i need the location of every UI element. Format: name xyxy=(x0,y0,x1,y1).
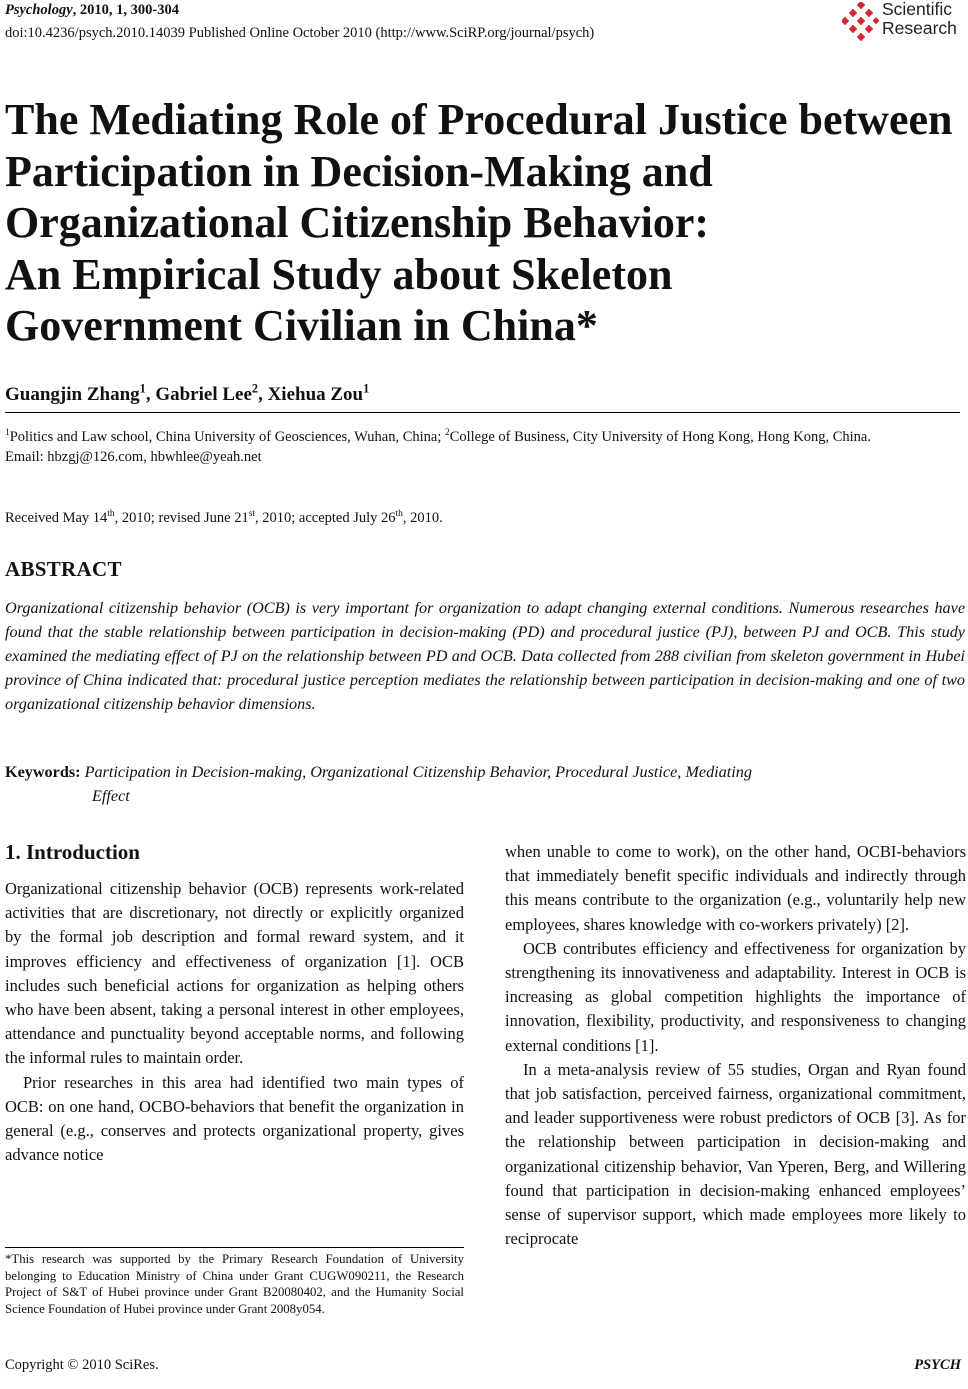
keywords-text-cont: Effect xyxy=(92,787,130,805)
logo-mark-icon xyxy=(842,2,880,42)
keywords-text: Participation in Decision-making, Organizational Citizenship Behavior, Procedural Justice, Mediating xyxy=(84,763,752,781)
author-list: Guangjin Zhang$^1$, Gabriel Lee$^2$, Xiehua Zou$^1$ xyxy=(5,381,370,405)
copyright: Copyright © 2010 SciRes. xyxy=(5,1357,159,1373)
publisher-logo xyxy=(842,0,962,44)
journal-volume: , 2010, 1, 300-304 xyxy=(72,2,179,18)
keywords-label: Keywords xyxy=(5,763,76,781)
keywords: Keywords: Participation in Decision-making, Organizational Citizenship Behavior, Procedural Justice, Mediating Effect xyxy=(5,760,965,808)
affiliations: $^1$Politics and Law school, China University of Geosciences, Wuhan, China; $^2$College of Business, City University of Hong Kong, Hong Kong, China. Email: hbzgj@126.com, hbwhlee@yeah.net xyxy=(5,428,871,465)
journal-citation xyxy=(5,2,179,19)
left-column xyxy=(5,877,464,1167)
title-line: Government Civilian in China* xyxy=(5,301,598,350)
journal-abbreviation: PSYCH xyxy=(914,1357,961,1373)
header-divider xyxy=(5,412,960,413)
paragraph: Organizational citizenship behavior (OCB) represents work-related activities that are discretionary, not directly or explicitly organized by the formal job description and formal reward system, and it improves efficiency and effectiveness of organization [1]. OCB includes such beneficial actions for organization as helping others who have been absent, taking a personal interest in other employees, attendance and punctuality beyond acceptable norms, and following the informal rules to maintain order. xyxy=(5,879,464,1068)
title-line: The Mediating Role of Procedural Justice between xyxy=(5,95,953,144)
abstract-heading: ABSTRACT xyxy=(5,557,122,581)
paragraph: Prior researches in this area had identified two main types of OCB: on one hand, OCBO-behaviors that benefit the organization in general (e.g., conserves and protects organizational property, gives advance notice xyxy=(5,1072,464,1165)
abstract-text: Organizational citizenship behavior (OCB) is very important for organization to adapt changing external conditions. Numerous researches have found that the stable relationship between participation in decision-making (PD) and procedural justice (PJ), between PJ and OCB. This study examined the mediating effect of PJ on the relationship between PD and OCB. Data collected from 288 civilian from skeleton government in Hubei province of China indicated that: procedural justice perception mediates the relationship between participation in decision-making and one of two organizational citizenship behavior dimensions. xyxy=(5,599,965,713)
paragraph: In a meta-analysis review of 55 studies, Organ and Ryan found that job satisfaction, perceived fairness, organizational commitment, and leader supportiveness were robust predictors of OCB [3]. As for the relationship between participation in decision-making and organizational citizenship behavior, Van Yperen, Berg, and Willering found that participation in decision-making enhanced employees’ sense of supervisor support, which made employees more likely to reciprocate xyxy=(505,1059,966,1249)
doi-line: doi:10.4236/psych.2010.14039 Published Online October 2010 (http://www.SciRP.org/journal/psych) xyxy=(5,25,595,41)
paper-title xyxy=(5,94,965,352)
title-line: Organizational Citizenship Behavior: xyxy=(5,198,709,247)
title-line: Participation in Decision-Making and xyxy=(5,146,713,196)
section-heading: 1. Introduction xyxy=(5,840,140,864)
received-dates: Received May 14th, 2010; revised June 21st, 2010; accepted July 26th, 2010. xyxy=(5,509,443,526)
footnote-divider xyxy=(5,1247,464,1248)
email-line: Email: hbzgj@126.com, hbwhlee@yeah.net xyxy=(5,448,262,465)
footnote: *This research was supported by the Primary Research Foundation of University belonging to Education Ministry of China under Grant CUGW090211, the Research Project of S&T of Hubei province under Grant B20080402, and the Humanity Social Science Foundation of Hubei province under Grant 2008y054. xyxy=(5,1252,464,1316)
right-column xyxy=(505,840,966,1251)
journal-name: Psychology xyxy=(5,2,73,18)
title-line: An Empirical Study about Skeleton xyxy=(5,249,673,299)
paragraph: OCB contributes efficiency and effectiveness for organization by strengthening its innovativeness and adaptability. Interest in OCB is increasing as global competition highlights the importance of innovation, flexibility, productivity, and responsiveness to changing external conditions [1]. xyxy=(505,938,966,1055)
paragraph: when unable to come to work), on the other hand, OCBI-behaviors that immediately benefit specific individuals and indirectly through this means contribute to the organization (e.g., voluntarily help new employees, shares knowledge with co-workers privately) [2]. xyxy=(505,842,966,934)
logo-text: Scientific Research xyxy=(882,0,957,38)
